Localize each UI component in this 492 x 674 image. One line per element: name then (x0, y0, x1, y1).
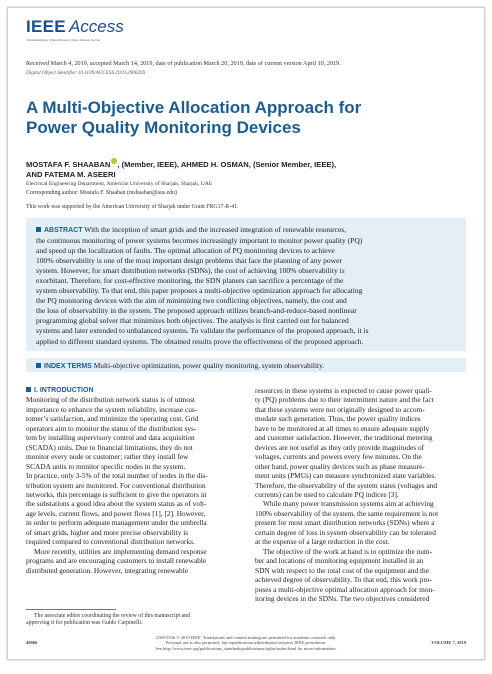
received-dates: Received March 4, 2019, accepted March 14, 2019, date of publication March 20, 2019, date of current version April 10, 2019. (26, 60, 341, 67)
body-line: More recently, utilities are implementing demand response (34, 546, 207, 556)
body-line: achieved degree of observability. To that end, this work pro- (255, 575, 432, 585)
body-line: voltages, currents and powers every few minutes. On the (255, 452, 422, 462)
abstract-line: system observability. To that end, this paper proposes a multi-objective optimization approach for allocating (36, 286, 363, 296)
body-line: (SCADA) units. Due to financial limitations, they do not (26, 442, 193, 452)
body-line: SDN with respect to the total cost of the equipment and the (255, 565, 429, 575)
body-line: itoring devices in the SDNs. The two objectives considered (255, 593, 430, 603)
logo-ieee-text: IEEE (26, 17, 66, 36)
author-list: , (Member, IEEE), AHMED H. OSMAN, (Senior Member, IEEE), (117, 160, 337, 169)
abstract-line: 100% observability is one of the most important design problems that face the planning of any power (36, 256, 342, 266)
footnote-line: approving it for publication was Guido Carpinelli. (26, 620, 143, 627)
abstract-line: and speed up the localization of faults. The optimal allocation of PQ monitoring devices to achieve (36, 246, 335, 256)
body-line: have to be monitored at all times to ensure adequate supply (255, 423, 430, 433)
body-line: programs and are encouraging customers to install renewable (26, 556, 207, 566)
body-line: of smart grids, higher and more precise observability is (26, 527, 189, 537)
abstract-line: system. However, for smart distribution networks (SDNs), the cost of achieving 100% observability is (36, 266, 345, 276)
body-line: ment units (PMUs) can measure synchronized state variables. (255, 471, 437, 481)
copyright-line: Personal use is also permitted, but republication/redistribution requires IEEE permission. (165, 640, 327, 646)
body-line: that these systems were not originally designed to accom- (255, 404, 425, 414)
body-line: devices are not useful as they only provide magnitudes of (255, 442, 425, 452)
grant-note: This work was supported by the American University of Sharjah under Grant FRG17-R-41. (26, 204, 239, 210)
body-line: The objective of the work at hand is to optimize the num- (263, 546, 433, 556)
copyright-line: 2169-3536 © 2019 IEEE. Translations and content mining are permitted for academic research only. (155, 635, 337, 640)
journal-logo (26, 17, 124, 43)
footnote-line: The associate editor coordinating the review of this manuscript and (34, 613, 190, 619)
logo-tagline: Multidisciplinary | Rapid Review | Open Access Journal (27, 38, 100, 42)
abstract-line: the loss of observability in the system. The proposed approach utilizes branch-and-reduce-based nonlinear (36, 306, 357, 316)
left-column (26, 386, 237, 575)
abstract-line: exorbitant. Therefore, for cost-effective monitoring, the SDN planers can sacrifice a percentage of the (36, 276, 344, 286)
abstract-line: the continuous monitoring of power systems becomes increasingly important to monitor power quality (PQ) (36, 236, 363, 246)
author-name: MOSTAFA F. SHAABAN (26, 160, 111, 169)
body-line: SCADA units to monitor specific nodes in the system. (26, 461, 186, 471)
index-terms-box (26, 358, 466, 372)
section-marker-icon (26, 387, 31, 392)
body-line: in order to perform adequate management under the umbrella (26, 518, 207, 528)
logo-access-text: Access (68, 17, 124, 36)
body-line: certain degree of loss in system observability can be tolerated (255, 527, 436, 537)
body-line: While many power transmission systems aim at achieving (263, 499, 434, 509)
body-line: 100% observability of the system, the same requirement is not (255, 508, 439, 518)
index-terms-text: Multi-objective optimization, power quality monitoring, system observability. (93, 361, 325, 370)
abstract-line-text: With the inception of smart grids and the increased integration of renewable resources, (84, 225, 347, 234)
body-line: currents) can be used to calculate PQ indices [3]. (255, 489, 399, 499)
copyright-notice (146, 635, 346, 651)
doi: Digital Object Identifier 10.1109/ACCESS.2019.2906269 (26, 70, 146, 76)
body-line: operators aim to monitor the status of the distribution sys- (26, 423, 197, 433)
abstract-line: the PQ monitoring devices with the aim of minimizing two conflicting objectives, namely, the cost and (36, 296, 347, 306)
affiliation: Electrical Engineering Department, American University of Sharjah, Sharjah, UAE (26, 181, 213, 187)
abstract-line: applied to different standard systems. The obtained results prove the effectiveness of the proposed approach. (36, 336, 364, 346)
index-terms-label: INDEX TERMS (44, 363, 92, 370)
paper-page (7, 7, 485, 660)
body-line: required compared to conventional distribution networks. (26, 537, 195, 547)
body-line: at the expense of a large reduction in the cost. (255, 537, 390, 547)
body-line: age levels, current flows, and power flows [1], [2]. However, (26, 508, 206, 518)
page-footer (26, 635, 466, 649)
body-line: resources in these systems is expected to cause power quali- (255, 386, 432, 395)
page-number: 40866 (26, 640, 38, 645)
body-line: Monitoring of the distribution network status is of utmost (26, 395, 195, 405)
copyright-line: See http://www.ieee.org/publications_standards/publications/rights/index.html for more information. (155, 645, 337, 651)
volume-info: VOLUME 7, 2019 (431, 640, 466, 645)
body-line: other hand, power quality devices such as phase measure- (255, 461, 425, 471)
body-line: In practice, only 3-5% of the total number of nodes in the dis- (26, 471, 208, 481)
abstract-line (36, 225, 459, 236)
author-list-2: AND FATEMA M. ASEERI (26, 170, 116, 179)
section-heading-introduction: I. INTRODUCTION (34, 387, 94, 394)
body-line: ber and locations of monitoring equipment installed in an (255, 556, 424, 566)
body-line: Therefore, the observability of the system states (voltages and (255, 480, 438, 490)
abstract-box (26, 218, 466, 351)
abstract-line: programming global solver that minimizes both objectives. The analysis is first carried out for balanced (36, 316, 349, 326)
body-line: distributed generation. However, integrating renewable (26, 565, 189, 575)
index-terms-marker-icon (36, 363, 41, 368)
abstract-text (36, 225, 459, 347)
footnote (26, 613, 237, 627)
body-line: tomer’s satisfaction, and minimize the operating cost. Grid (26, 414, 199, 424)
title-line: A Multi-Objective Allocation Approach for (26, 98, 362, 117)
body-line: networks, this percentage is sufficient to give the operators in (26, 489, 207, 499)
body-line: poses a multi-objective optimal allocation approach for mon- (255, 584, 435, 594)
body-line: tribution system are monitored. For conventional distribution (26, 480, 206, 490)
abstract-marker-icon (36, 227, 41, 232)
body-line: the substations a good idea about the system status as of volt- (26, 499, 207, 509)
body-line: modate such generation. Thus, the power quality indices (255, 414, 421, 424)
corresponding-author: Corresponding author: Mostafa F. Shaaban (mshaaban@aus.edu) (26, 190, 177, 196)
title-line: Power Quality Monitoring Devices (26, 118, 301, 137)
footnote-rule (26, 609, 116, 610)
body-line: tem by installing supervisory control and data acquisition (26, 433, 195, 443)
abstract-line: systems and later extended to unbalanced systems. To validate the performance of the proposed approach, it is (36, 326, 369, 336)
authors (26, 158, 466, 180)
body-line: ty (PQ) problems due to their intermittent nature and the fact (255, 395, 434, 405)
body-line: monitor every node or customer; rather they install few (26, 452, 189, 462)
body-line: importance to enhance the system reliability, increase cus- (26, 404, 198, 414)
body-line: and customer satisfaction. However, the traditional metering (255, 433, 433, 443)
abstract-label: ABSTRACT (44, 227, 83, 234)
body-line: present for most smart distribution networks (SDNs) where a (255, 518, 435, 528)
right-column (255, 386, 466, 603)
paper-title (26, 98, 466, 138)
